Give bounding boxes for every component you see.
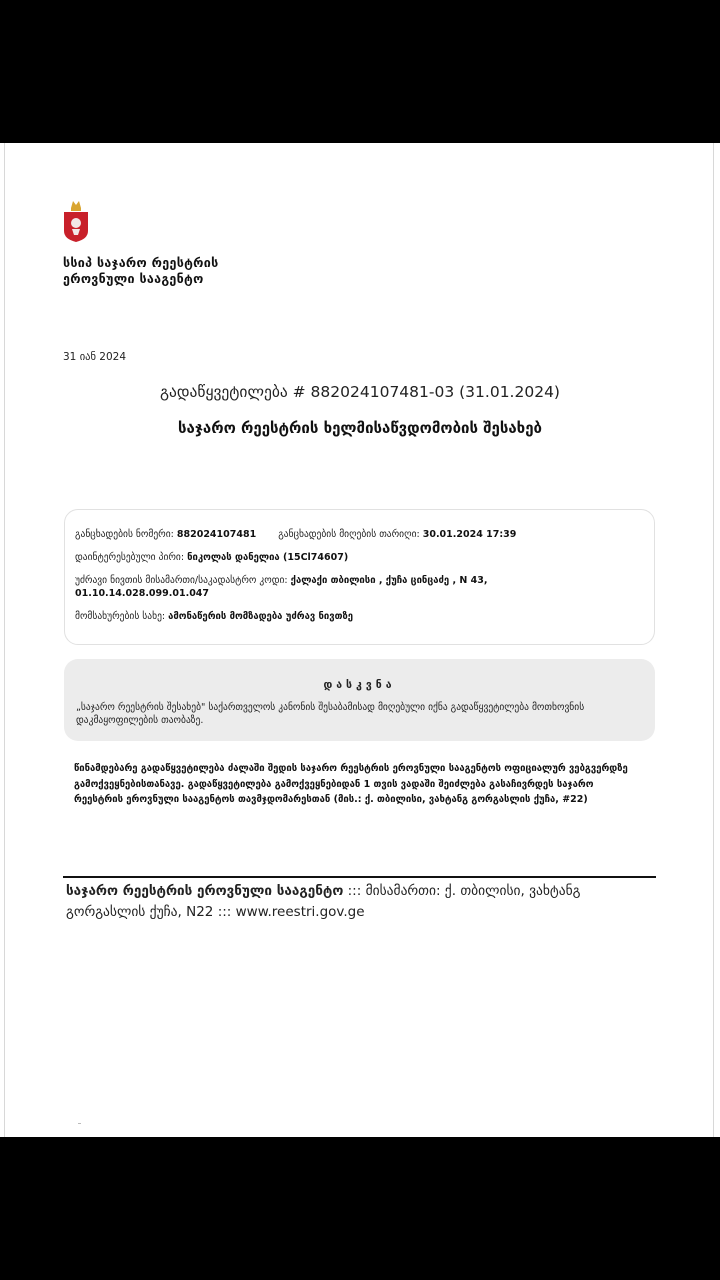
application-date-label: განცხადების მიღების თარიღი: — [278, 529, 420, 540]
footer-address: ::: მისამართი: ქ. თბილისი, ვახტანგ გორგასლის ქუჩა, N22 ::: www.reestri.gov.ge — [66, 883, 581, 920]
document-date: 31 იან 2024 — [63, 351, 127, 363]
service-value: ამონაწერის მომზადება უძრავ ნივთზე — [168, 611, 353, 622]
service-row — [75, 610, 644, 623]
application-number-label: განცხადების ნომერი: — [75, 529, 174, 540]
agency-name — [63, 255, 219, 287]
interested-person-row — [75, 551, 644, 564]
conclusion-text: „საჯარო რეესტრის შესახებ" საქართველოს კანონის შესაბამისად მიღებული იქნა გადაწყვეტილება მოთხოვნის დაკმაყოფილების თაობაზე. — [76, 702, 585, 726]
interested-person-label: დაინტერესებული პირი: — [75, 552, 185, 563]
property-code: 01.10.14.028.099.01.047 — [75, 588, 210, 599]
property-label: უძრავი ნივთის მისამართი/საკადასტრო კოდი: — [75, 575, 288, 586]
page-mark — [78, 1123, 81, 1124]
application-info-box — [64, 509, 655, 645]
property-address: ქალაქი თბილისი , ქუჩა ცინცაძე , N 43, — [290, 575, 488, 586]
page-right-edge — [713, 143, 714, 1137]
agency-name-line2: ეროვნული სააგენტო — [63, 271, 204, 286]
service-label: მომსახურების სახე: — [75, 611, 166, 622]
document-page — [0, 143, 720, 1137]
application-row — [75, 528, 644, 541]
decision-number: გადაწყვეტილება # 882024107481-03 (31.01.2024) — [160, 383, 560, 401]
agency-name-line1: სსიპ საჯარო რეესტრის — [63, 255, 219, 270]
legal-note: წინამდებარე გადაწყვეტილება ძალაში შედის საჯარო რეესტრის ეროვნული სააგენტოს ოფიციალურ ვებგვერდზე გამოქვეყნებისთანავე. გადაწყვეტილება გამოქვეყნებიდან 1 თვის ვადაში შეიძლება გასაჩივრდეს საჯარო რეესტრის ეროვნული სააგენტოს თავმჯდომარესთან (მის.: ქ. თბილისი, ვახტანგ გორგასლის ქუჩა, #22) — [74, 763, 628, 805]
footer — [66, 881, 646, 923]
footer-divider — [63, 876, 656, 878]
footer-agency-name: საჯარო რეესტრის ეროვნული სააგენტო — [66, 883, 344, 899]
application-date-value: 30.01.2024 17:39 — [422, 529, 517, 540]
page-left-edge — [4, 143, 5, 1137]
decision-title: საჯარო რეესტრის ხელმისაწვდომობის შესახებ — [178, 419, 542, 437]
conclusion-title: დასკვნა — [323, 679, 396, 691]
coat-of-arms-icon — [63, 199, 89, 243]
conclusion-box — [64, 659, 655, 741]
interested-person-value: ნიკოლას დანელია (15Cl74607) — [187, 552, 349, 563]
property-row — [75, 574, 644, 600]
application-number-value: 882024107481 — [176, 529, 257, 540]
